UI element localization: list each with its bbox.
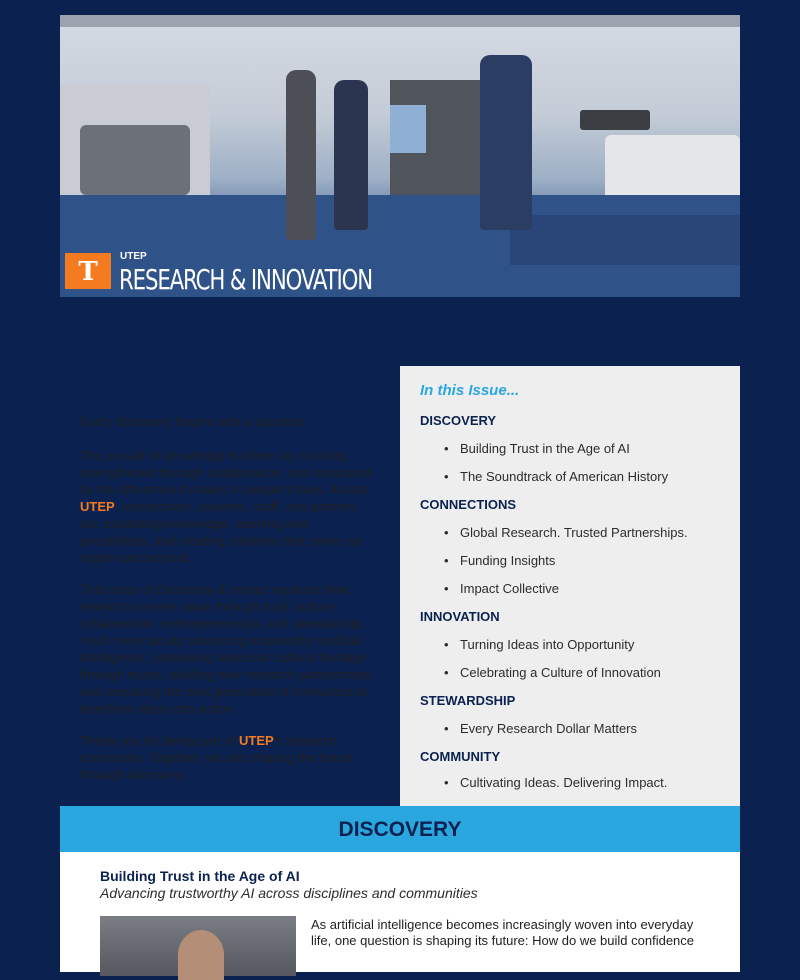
hero-image <box>60 15 740 297</box>
lab-chair <box>80 125 190 195</box>
text-run: This issue of <box>80 582 157 597</box>
intro-heading: Purpose at Work <box>80 376 199 393</box>
text-run: 's research community. Together, we are shaping the future through discovery. <box>80 733 353 782</box>
utep-t-glyph: T <box>78 257 98 287</box>
intro-paragraph <box>80 581 380 717</box>
toc-item[interactable]: • Building Trust in the Age of AI <box>460 441 630 456</box>
text-run: The pursuit of knowledge is driven by curiosity, strengthened through collaboration, and measured by the difference it makes in people's lives. Across <box>80 448 372 497</box>
toc-section-discovery[interactable]: DISCOVERY <box>420 413 497 428</box>
toc-section-connections[interactable]: CONNECTIONS <box>420 497 517 512</box>
toc-item[interactable]: • Cultivating Ideas. Delivering Impact. <box>460 775 667 790</box>
text-run: Thank you for being part of <box>80 733 239 748</box>
runner-figure <box>480 55 532 230</box>
toc-section-community[interactable]: COMMUNITY <box>420 749 501 764</box>
toc-item[interactable]: • Global Research. Trusted Partnerships. <box>460 525 688 540</box>
monitor <box>390 105 426 153</box>
publication-name: Discovery & Impact <box>156 582 269 597</box>
researcher-figure <box>334 80 368 230</box>
logo-small-text: UTEP <box>120 251 147 262</box>
page-title: Discovery & Impact <box>60 309 255 332</box>
toc-item[interactable]: • Funding Insights <box>460 553 555 568</box>
treadmill-belt <box>510 215 740 265</box>
intro-paragraph: Every discovery begins with a question. <box>80 414 308 429</box>
toc-section-stewardship[interactable]: STEWARDSHIP <box>420 693 516 708</box>
article-preview <box>60 852 740 972</box>
issue-date: June 2026 <box>60 336 138 353</box>
treadmill-console <box>580 110 650 130</box>
toc-item[interactable]: • Impact Collective <box>460 581 559 596</box>
portrait-figure <box>178 930 224 980</box>
article-text: As artificial intelligence becomes increasingly woven into everyday life, one question is shaping its future: How do we build confidence <box>311 917 695 948</box>
toc-heading: In this Issue... <box>420 382 520 399</box>
utep-link[interactable]: UTEP <box>80 499 115 514</box>
section-band <box>60 806 740 852</box>
ceiling <box>60 15 740 27</box>
toc-section-innovation[interactable]: INNOVATION <box>420 609 500 624</box>
toc-item[interactable]: • Celebrating a Culture of Innovation <box>460 665 661 680</box>
article-subtitle: Advancing trustworthy AI across disciplines and communities <box>100 885 478 901</box>
article-title[interactable]: Building Trust in the Age of AI <box>100 868 300 884</box>
logo-text: RESEARCH & INNOVATION <box>119 263 373 296</box>
section-band-title: DISCOVERY <box>338 818 462 841</box>
toc-item[interactable]: • Turning Ideas into Opportunity <box>460 637 634 652</box>
newsletter <box>60 15 740 948</box>
article-photo <box>100 916 296 976</box>
toc-item[interactable]: • Every Research Dollar Matters <box>460 721 637 736</box>
utep-logo <box>65 253 111 289</box>
intro-paragraph <box>80 732 380 783</box>
text-run: explores how research creates value through trust, culture, collaboration, entrepreneurship, and stewardship. You'll meet faculty advancing trustworthy artificial intelligence, preserving American cultural heritage through music, building new research partnerships, and preparing the next generation of innovators to transform ideas into action. <box>80 582 375 716</box>
table-of-contents <box>400 366 740 806</box>
intro-columns <box>60 366 740 806</box>
intro-paragraph <box>80 447 380 566</box>
utep-link[interactable]: UTEP <box>238 733 274 748</box>
toc-item[interactable]: • The Soundtrack of American History <box>460 469 668 484</box>
researcher-figure <box>286 70 316 240</box>
text-run: , researchers, students, staff, and partners are expanding knowledge, opening new possibilities, and creating solutions that serve our region and beyond. <box>80 499 364 565</box>
